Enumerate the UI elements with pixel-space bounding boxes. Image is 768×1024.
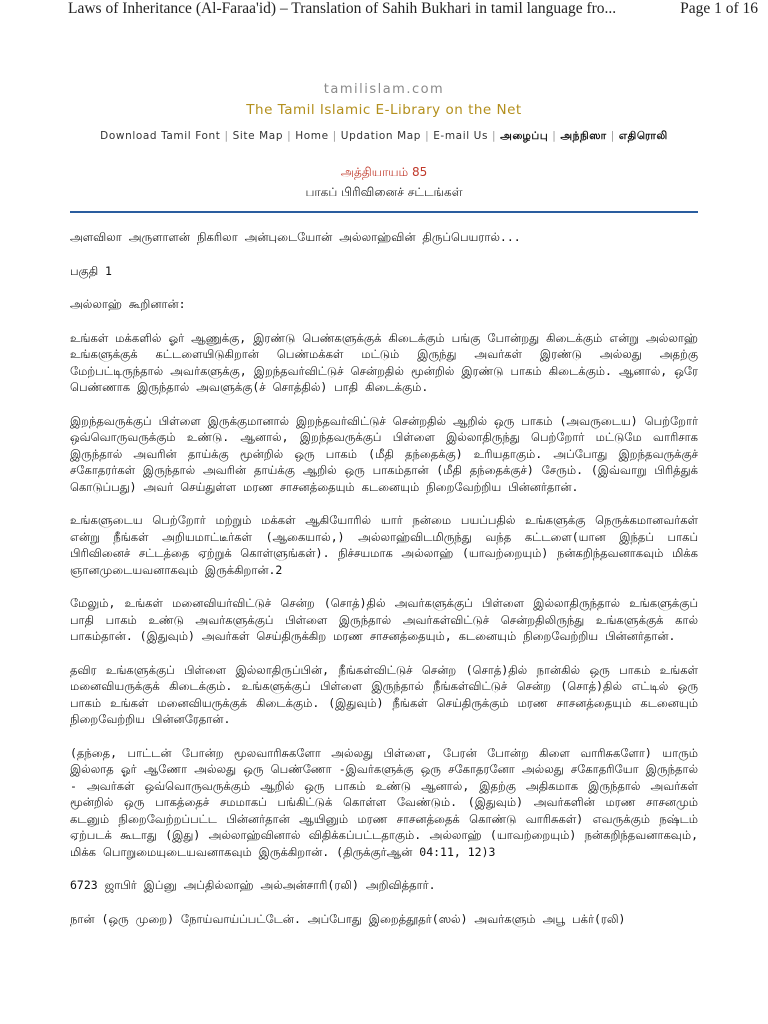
nav-separator: |	[224, 130, 229, 142]
nav-separator: |	[332, 130, 337, 142]
divider-rule	[70, 211, 698, 213]
nav-separator: |	[492, 130, 497, 142]
print-header	[68, 0, 758, 23]
chapter-title: பாகப் பிரிவினைச் சட்டங்கள்	[305, 185, 463, 199]
nav-separator: |	[610, 130, 615, 142]
chapter-number: அத்தியாயம் 85	[340, 165, 428, 179]
nav-separator: |	[287, 130, 292, 142]
nav-link-download-font[interactable]: Download Tamil Font	[100, 130, 221, 142]
hadith-number-paragraph: 6723 ஜாபிர் இப்னு அப்தில்லாஹ் அல்அன்சாரி(ரலி) அறிவித்தார்.	[70, 878, 436, 892]
nav-link-ethiroli[interactable]: எதிரொலி	[618, 130, 668, 142]
basmala-paragraph: அளவிலா அருளாளன் நிகரிலா அன்புடையோன் அல்லாஹ்வின் திருப்பெயரால்...	[70, 230, 521, 244]
page-indicator: Page 1 of 16	[680, 0, 758, 17]
nav-bar	[68, 130, 700, 143]
paragraph: உங்களுடைய பெற்றோர் மற்றும் மக்கள் ஆகியோரில் யார் நன்மை பயப்பதில் உங்களுக்கு நெருக்கமானவர்கள் என்று நீங்கள் அறியமாட்டீர்கள் (ஆகையால்,) அல்லாஹ்விடமிருந்து வந்த கட்டளை(யான இந்தப் பாகப் பிரிவினைச் சட்டத்தை ஏற்றுக் கொள்ளுங்கள்). நிச்சயமாக அல்லாஹ் (யாவற்றையும்) நன்கறிந்தவனாகவும் மிக்க ஞானமுடையவனாகவும் இருக்கிறான்.2	[70, 513, 698, 577]
paragraph: உங்கள் மக்களில் ஓர் ஆணுக்கு, இரண்டு பெண்களுக்குக் கிடைக்கும் பங்கு போன்றது கிடைக்கும் என்று அல்லாஹ் உங்களுக்குக் கட்டளையிடுகிறான் பெண்மக்கள் மட்டும் இருந்து அவர்கள் இரண்டு அல்லது அதற்கு மேற்பட்டிருந்தால் அவர்களுக்கு, இறந்தவர்விட்டுச் சென்றதில் மூன்றில் இரண்டு பாகம் கிடைக்கும். ஆனால், ஒரே பெண்ணாக இருந்தால் அவளுக்கு(ச் சொத்தில்) பாதி கிடைக்கும்.	[70, 330, 698, 394]
nav-separator: |	[425, 130, 430, 142]
nav-link-home[interactable]: Home	[295, 130, 329, 142]
article-body	[70, 229, 698, 944]
nav-separator: |	[552, 130, 557, 142]
site-header	[68, 82, 700, 118]
paragraph: அல்லாஹ் கூறினான்:	[70, 297, 186, 311]
paragraph: (தந்தை, பாட்டன் போன்ற மூலவாரிசுகளோ அல்லது பிள்ளை, பேரன் போன்ற கிளை வாரிசுகளோ) யாரும் இல்லாத ஓர் ஆணோ அல்லது ஒரு பெண்ணோ -இவர்களுக்கு ஒரு சகோதரனோ அல்லது சகோதரியோ இருந்தால் - அவர்கள் ஒவ்வொருவருக்கும் ஆறில் ஒரு பாகம் உண்டு ஆனால், இதற்கு அதிகமாக இருந்தால் அவர்கள் மூன்றில் ஒரு பாகத்தைச் சமமாகப் பங்கிட்டுக் கொள்ள வேண்டும். (இதுவும்) அவர்களின் மரண சாசனமும் கடனும் நிறைவேற்றப்பட்ட பின்னர்தான் ஆயினும் மரண சாசனத்தைக் கொண்டு வாரிசுகள்) எவருக்கும் நஷ்டம் ஏற்படக் கூடாது (இது) அல்லாஹ்வினால் விதிக்கப்பட்டதாகும். அல்லாஹ் (யாவற்றையும்) நன்கறிந்தவனாகவும், மிக்க பொறுமையுடையவனாகவும் இருக்கிறான். (திருக்குர்ஆன் 04:11, 12)3	[70, 745, 698, 859]
document-title: Laws of Inheritance (Al-Faraa'id) – Translation of Sahih Bukhari in tamil language fro...	[68, 0, 617, 17]
nav-link-annisa[interactable]: அந்நிஸா	[560, 130, 607, 142]
site-name[interactable]: tamilislam.com	[323, 82, 445, 97]
nav-link-azhaippu[interactable]: அழைப்பு	[500, 130, 549, 142]
paragraph: மேலும், உங்கள் மனைவியர்விட்டுச் சென்ற (சொத்)தில் அவர்களுக்குப் பிள்ளை இல்லாதிருந்தால் உங்களுக்குப் பாதி பாகம் உண்டு அவர்களுக்குப் பிள்ளை இருந்தால் அவர்கள்விட்டுச் சென்றதிலிருந்து உங்களுக்குக் கால் பாகம்தான். (இதுவும்) அவர்கள் செய்திருக்கிற மரண சாசனத்தையும், கடனையும் நிறைவேற்றிய பின்னர்தான்.	[70, 596, 698, 643]
nav-link-updation-map[interactable]: Updation Map	[340, 130, 422, 142]
paragraph: நான் (ஒரு முறை) நோய்வாய்ப்பட்டேன். அப்போது இறைத்தூதர்(ஸல்) அவர்களும் அபூ பக்ர்(ரலி)	[70, 911, 626, 926]
nav-link-email[interactable]: E-mail Us	[433, 130, 489, 142]
section-label: பகுதி 1	[70, 263, 112, 278]
chapter-heading	[68, 165, 700, 201]
paragraph: தவிர உங்களுக்குப் பிள்ளை இல்லாதிருப்பின், நீங்கள்விட்டுச் சென்ற (சொத்)தில் நான்கில் ஒரு பாகம் உங்கள் மனைவியருக்குக் கிடைக்கும். உங்களுக்குப் பிள்ளை இருந்தால் நீங்கள்விட்டுச் சென்ற (சொத்)தில் எட்டில் ஒரு பாகம் உங்கள் மனைவியருக்குக் கிடைக்கும். (இதுவும்) நீங்கள் செய்திருக்கும் மரண சாசனத்தையும் கடனையும் நிறைவேற்றிய பின்னரேதான்.	[70, 662, 698, 726]
paragraph: இறந்தவருக்குப் பிள்ளை இருக்குமானால் இறந்தவர்விட்டுச் சென்றதில் ஆறில் ஒரு பாகம் (அவருடைய) பெற்றோர் ஒவ்வொருவருக்கும் உண்டு. ஆனால், இறந்தவருக்குப் பிள்ளை இல்லாதிருந்து பெற்றோர் மட்டுமே வாரிசாக இருந்தால் அவரின் தாய்க்கு மூன்றில் ஒரு பாகம் (மீதி தந்தைக்கு) உரியதாகும். அப்போது இறந்தவருக்குச் சகோதரர்கள் இருந்தால் அவரின் தாய்க்கு ஆறில் ஒரு பாகம்தான் (மீதி தந்தைக்குச்) சேரும். (இவ்வாறு பிரித்துக் கொடுப்பது) அவர் செய்துள்ள மரண சாசனத்தையும் கடனையும் நிறைவேற்றிய பின்னர்தான்.	[70, 413, 698, 494]
site-tagline: The Tamil Islamic E-Library on the Net	[246, 102, 522, 118]
nav-link-site-map[interactable]: Site Map	[232, 130, 284, 142]
